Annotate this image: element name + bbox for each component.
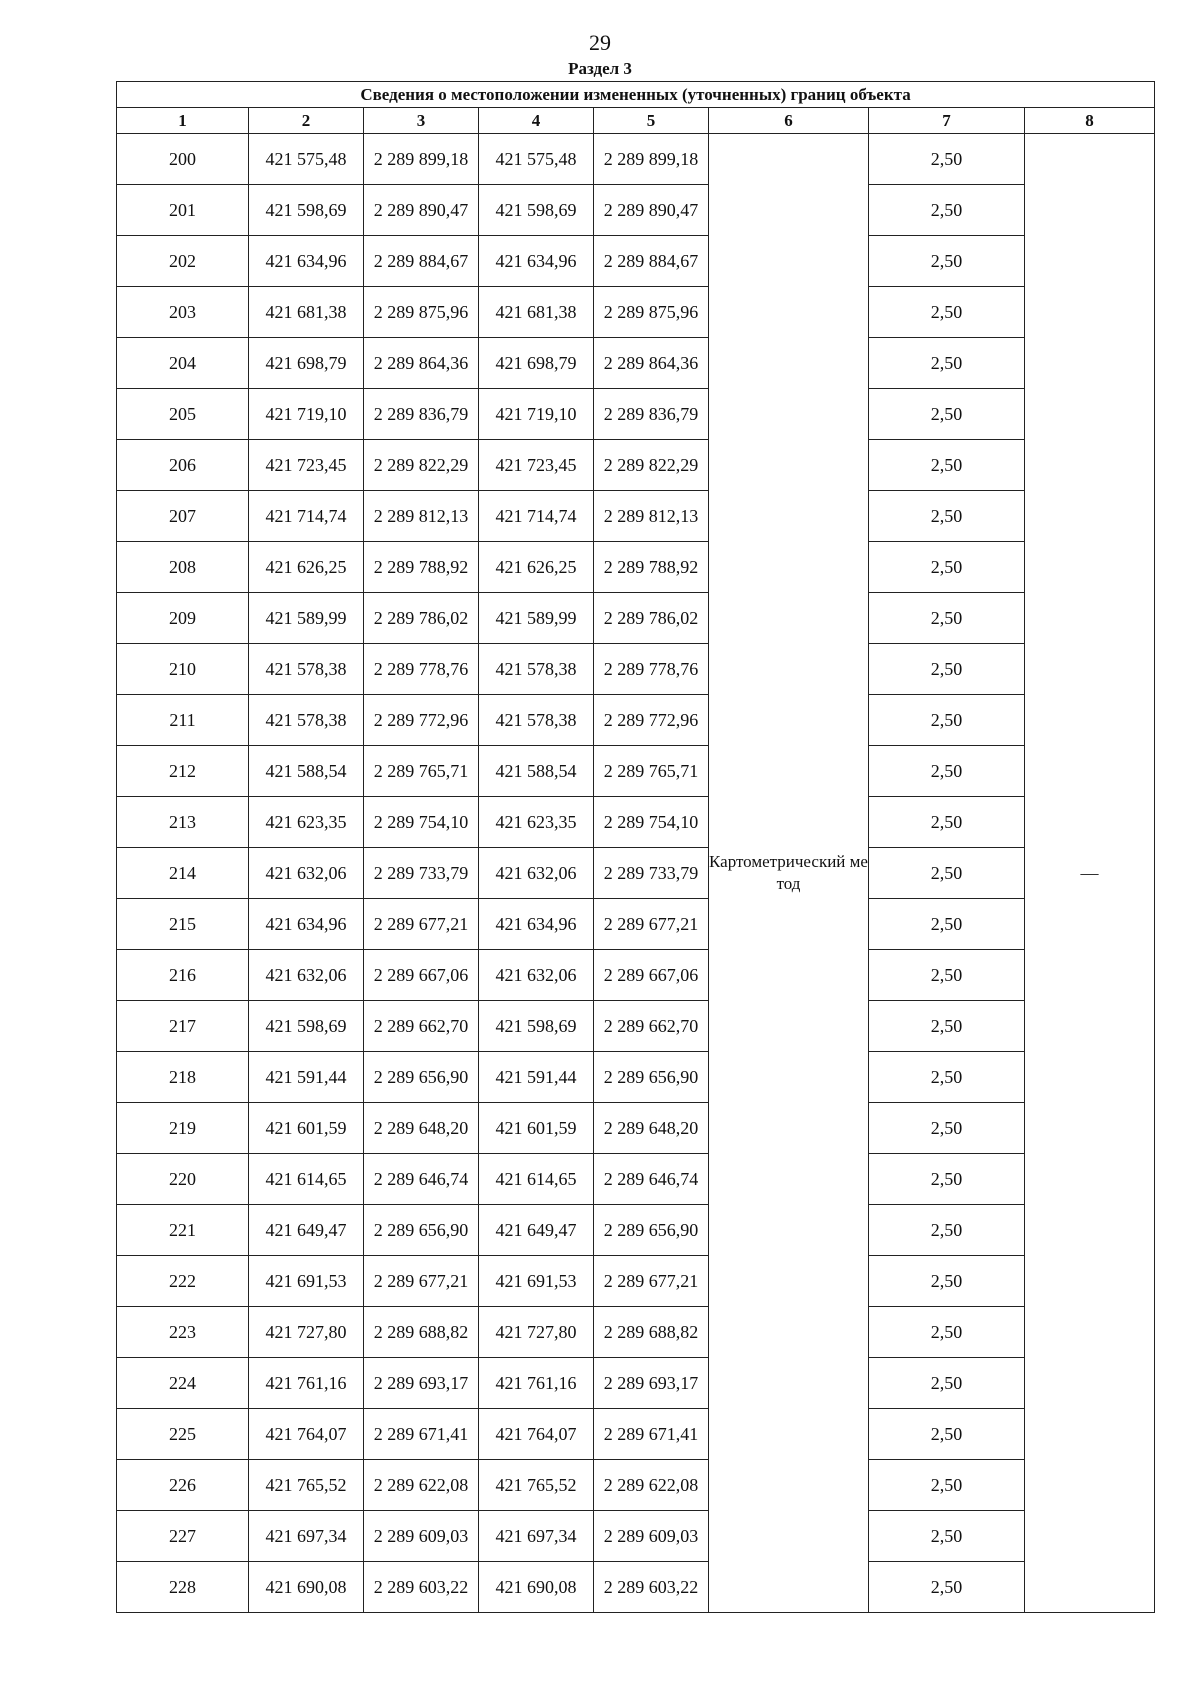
accuracy-cell: 2,50 (869, 185, 1025, 236)
x-existing-cell: 421 634,96 (249, 899, 364, 950)
table-row (117, 440, 1155, 491)
x-existing-cell: 421 634,96 (249, 236, 364, 287)
x-refined-cell: 421 698,79 (479, 338, 594, 389)
column-number: 1 (117, 108, 249, 134)
y-refined-cell: 2 289 677,21 (594, 899, 709, 950)
y-existing-cell: 2 289 875,96 (364, 287, 479, 338)
accuracy-cell: 2,50 (869, 1358, 1025, 1409)
x-existing-cell: 421 578,38 (249, 695, 364, 746)
point-number-cell: 213 (117, 797, 249, 848)
x-refined-cell: 421 632,06 (479, 950, 594, 1001)
coordinates-table (116, 81, 1155, 1613)
table-row (117, 236, 1155, 287)
accuracy-cell: 2,50 (869, 899, 1025, 950)
x-refined-cell: 421 614,65 (479, 1154, 594, 1205)
point-number-cell: 210 (117, 644, 249, 695)
table-row (117, 1409, 1155, 1460)
table-row (117, 491, 1155, 542)
accuracy-cell: 2,50 (869, 1256, 1025, 1307)
point-number-cell: 223 (117, 1307, 249, 1358)
description-cell: — (1025, 134, 1155, 1613)
x-existing-cell: 421 589,99 (249, 593, 364, 644)
point-number-cell: 227 (117, 1511, 249, 1562)
accuracy-cell: 2,50 (869, 491, 1025, 542)
accuracy-cell: 2,50 (869, 1205, 1025, 1256)
accuracy-cell: 2,50 (869, 287, 1025, 338)
point-number-cell: 206 (117, 440, 249, 491)
y-refined-cell: 2 289 812,13 (594, 491, 709, 542)
x-existing-cell: 421 578,38 (249, 644, 364, 695)
x-existing-cell: 421 690,08 (249, 1562, 364, 1613)
x-refined-cell: 421 765,52 (479, 1460, 594, 1511)
accuracy-cell: 2,50 (869, 1511, 1025, 1562)
point-number-cell: 221 (117, 1205, 249, 1256)
column-number: 8 (1025, 108, 1155, 134)
column-number: 5 (594, 108, 709, 134)
x-existing-cell: 421 719,10 (249, 389, 364, 440)
x-refined-cell: 421 764,07 (479, 1409, 594, 1460)
x-existing-cell: 421 691,53 (249, 1256, 364, 1307)
y-refined-cell: 2 289 899,18 (594, 134, 709, 185)
table-row (117, 593, 1155, 644)
accuracy-cell: 2,50 (869, 1409, 1025, 1460)
point-number-cell: 228 (117, 1562, 249, 1613)
x-refined-cell: 421 727,80 (479, 1307, 594, 1358)
y-refined-cell: 2 289 603,22 (594, 1562, 709, 1613)
table-row (117, 899, 1155, 950)
y-existing-cell: 2 289 864,36 (364, 338, 479, 389)
y-existing-cell: 2 289 899,18 (364, 134, 479, 185)
accuracy-cell: 2,50 (869, 542, 1025, 593)
x-refined-cell: 421 723,45 (479, 440, 594, 491)
accuracy-cell: 2,50 (869, 593, 1025, 644)
table-row (117, 389, 1155, 440)
x-existing-cell: 421 598,69 (249, 1001, 364, 1052)
point-number-cell: 226 (117, 1460, 249, 1511)
x-refined-cell: 421 690,08 (479, 1562, 594, 1613)
y-existing-cell: 2 289 677,21 (364, 899, 479, 950)
y-refined-cell: 2 289 667,06 (594, 950, 709, 1001)
section-title: Раздел 3 (568, 59, 632, 78)
table-row (117, 542, 1155, 593)
x-refined-cell: 421 634,96 (479, 899, 594, 950)
x-existing-cell: 421 697,34 (249, 1511, 364, 1562)
point-number-cell: 214 (117, 848, 249, 899)
x-refined-cell: 421 575,48 (479, 134, 594, 185)
point-number-cell: 202 (117, 236, 249, 287)
y-existing-cell: 2 289 609,03 (364, 1511, 479, 1562)
table-row (117, 1052, 1155, 1103)
x-refined-cell: 421 761,16 (479, 1358, 594, 1409)
y-existing-cell: 2 289 765,71 (364, 746, 479, 797)
table-body (117, 134, 1155, 1613)
point-number-cell: 208 (117, 542, 249, 593)
x-existing-cell: 421 614,65 (249, 1154, 364, 1205)
point-number-cell: 203 (117, 287, 249, 338)
x-refined-cell: 421 578,38 (479, 695, 594, 746)
x-refined-cell: 421 598,69 (479, 1001, 594, 1052)
method-cell: Картометрический метод (709, 134, 869, 1613)
x-existing-cell: 421 598,69 (249, 185, 364, 236)
y-refined-cell: 2 289 875,96 (594, 287, 709, 338)
x-refined-cell: 421 598,69 (479, 185, 594, 236)
point-number-cell: 216 (117, 950, 249, 1001)
x-existing-cell: 421 698,79 (249, 338, 364, 389)
y-refined-cell: 2 289 693,17 (594, 1358, 709, 1409)
column-number: 3 (364, 108, 479, 134)
y-existing-cell: 2 289 677,21 (364, 1256, 479, 1307)
y-refined-cell: 2 289 671,41 (594, 1409, 709, 1460)
point-number-cell: 224 (117, 1358, 249, 1409)
y-existing-cell: 2 289 836,79 (364, 389, 479, 440)
column-number-row (117, 108, 1155, 134)
table-caption: Сведения о местоположении измененных (уточненных) границ объекта (117, 82, 1155, 108)
x-existing-cell: 421 727,80 (249, 1307, 364, 1358)
y-refined-cell: 2 289 864,36 (594, 338, 709, 389)
accuracy-cell: 2,50 (869, 695, 1025, 746)
accuracy-cell: 2,50 (869, 134, 1025, 185)
column-number: 6 (709, 108, 869, 134)
accuracy-cell: 2,50 (869, 746, 1025, 797)
x-existing-cell: 421 765,52 (249, 1460, 364, 1511)
y-refined-cell: 2 289 884,67 (594, 236, 709, 287)
accuracy-cell: 2,50 (869, 1052, 1025, 1103)
y-refined-cell: 2 289 656,90 (594, 1052, 709, 1103)
x-existing-cell: 421 626,25 (249, 542, 364, 593)
column-number: 4 (479, 108, 594, 134)
y-refined-cell: 2 289 772,96 (594, 695, 709, 746)
table-row (117, 644, 1155, 695)
table-row (117, 1511, 1155, 1562)
x-existing-cell: 421 714,74 (249, 491, 364, 542)
x-refined-cell: 421 626,25 (479, 542, 594, 593)
accuracy-cell: 2,50 (869, 389, 1025, 440)
point-number-cell: 209 (117, 593, 249, 644)
page-number: 29 (589, 30, 611, 55)
point-number-cell: 200 (117, 134, 249, 185)
accuracy-cell: 2,50 (869, 1154, 1025, 1205)
y-existing-cell: 2 289 812,13 (364, 491, 479, 542)
y-existing-cell: 2 289 733,79 (364, 848, 479, 899)
x-refined-cell: 421 591,44 (479, 1052, 594, 1103)
accuracy-cell: 2,50 (869, 848, 1025, 899)
y-existing-cell: 2 289 656,90 (364, 1052, 479, 1103)
y-refined-cell: 2 289 836,79 (594, 389, 709, 440)
point-number-cell: 215 (117, 899, 249, 950)
x-existing-cell: 421 623,35 (249, 797, 364, 848)
point-number-cell: 205 (117, 389, 249, 440)
y-existing-cell: 2 289 656,90 (364, 1205, 479, 1256)
x-refined-cell: 421 697,34 (479, 1511, 594, 1562)
x-refined-cell: 421 632,06 (479, 848, 594, 899)
y-refined-cell: 2 289 733,79 (594, 848, 709, 899)
x-refined-cell: 421 719,10 (479, 389, 594, 440)
x-existing-cell: 421 764,07 (249, 1409, 364, 1460)
y-existing-cell: 2 289 648,20 (364, 1103, 479, 1154)
point-number-cell: 219 (117, 1103, 249, 1154)
x-existing-cell: 421 723,45 (249, 440, 364, 491)
y-refined-cell: 2 289 890,47 (594, 185, 709, 236)
table-row (117, 1562, 1155, 1613)
x-refined-cell: 421 589,99 (479, 593, 594, 644)
y-existing-cell: 2 289 622,08 (364, 1460, 479, 1511)
y-refined-cell: 2 289 656,90 (594, 1205, 709, 1256)
table-row (117, 1103, 1155, 1154)
x-refined-cell: 421 714,74 (479, 491, 594, 542)
point-number-cell: 204 (117, 338, 249, 389)
accuracy-cell: 2,50 (869, 1307, 1025, 1358)
y-refined-cell: 2 289 688,82 (594, 1307, 709, 1358)
table-row (117, 797, 1155, 848)
y-existing-cell: 2 289 667,06 (364, 950, 479, 1001)
table-row (117, 746, 1155, 797)
x-existing-cell: 421 649,47 (249, 1205, 364, 1256)
accuracy-cell: 2,50 (869, 1460, 1025, 1511)
accuracy-cell: 2,50 (869, 644, 1025, 695)
x-refined-cell: 421 634,96 (479, 236, 594, 287)
x-refined-cell: 421 601,59 (479, 1103, 594, 1154)
table-row (117, 287, 1155, 338)
accuracy-cell: 2,50 (869, 338, 1025, 389)
table-row (117, 1460, 1155, 1511)
x-refined-cell: 421 681,38 (479, 287, 594, 338)
accuracy-cell: 2,50 (869, 1562, 1025, 1613)
x-existing-cell: 421 681,38 (249, 287, 364, 338)
point-number-cell: 212 (117, 746, 249, 797)
y-refined-cell: 2 289 622,08 (594, 1460, 709, 1511)
x-refined-cell: 421 649,47 (479, 1205, 594, 1256)
y-refined-cell: 2 289 648,20 (594, 1103, 709, 1154)
point-number-cell: 225 (117, 1409, 249, 1460)
y-refined-cell: 2 289 662,70 (594, 1001, 709, 1052)
accuracy-cell: 2,50 (869, 1001, 1025, 1052)
y-existing-cell: 2 289 688,82 (364, 1307, 479, 1358)
point-number-cell: 201 (117, 185, 249, 236)
point-number-cell: 222 (117, 1256, 249, 1307)
x-existing-cell: 421 761,16 (249, 1358, 364, 1409)
x-refined-cell: 421 588,54 (479, 746, 594, 797)
point-number-cell: 217 (117, 1001, 249, 1052)
y-refined-cell: 2 289 786,02 (594, 593, 709, 644)
y-existing-cell: 2 289 788,92 (364, 542, 479, 593)
y-existing-cell: 2 289 662,70 (364, 1001, 479, 1052)
y-existing-cell: 2 289 772,96 (364, 695, 479, 746)
column-number: 7 (869, 108, 1025, 134)
x-existing-cell: 421 601,59 (249, 1103, 364, 1154)
point-number-cell: 211 (117, 695, 249, 746)
y-refined-cell: 2 289 778,76 (594, 644, 709, 695)
x-existing-cell: 421 588,54 (249, 746, 364, 797)
accuracy-cell: 2,50 (869, 236, 1025, 287)
table-row (117, 950, 1155, 1001)
accuracy-cell: 2,50 (869, 950, 1025, 1001)
table-row (117, 1307, 1155, 1358)
table-row (117, 1256, 1155, 1307)
y-existing-cell: 2 289 603,22 (364, 1562, 479, 1613)
y-refined-cell: 2 289 677,21 (594, 1256, 709, 1307)
x-existing-cell: 421 632,06 (249, 950, 364, 1001)
table-row (117, 1205, 1155, 1256)
accuracy-cell: 2,50 (869, 440, 1025, 491)
x-refined-cell: 421 623,35 (479, 797, 594, 848)
accuracy-cell: 2,50 (869, 1103, 1025, 1154)
x-refined-cell: 421 691,53 (479, 1256, 594, 1307)
table-row (117, 1154, 1155, 1205)
table-row (117, 695, 1155, 746)
accuracy-cell: 2,50 (869, 797, 1025, 848)
y-existing-cell: 2 289 778,76 (364, 644, 479, 695)
y-existing-cell: 2 289 884,67 (364, 236, 479, 287)
x-refined-cell: 421 578,38 (479, 644, 594, 695)
table-row (117, 338, 1155, 389)
y-refined-cell: 2 289 822,29 (594, 440, 709, 491)
y-refined-cell: 2 289 609,03 (594, 1511, 709, 1562)
y-refined-cell: 2 289 754,10 (594, 797, 709, 848)
y-refined-cell: 2 289 788,92 (594, 542, 709, 593)
table-row (117, 1001, 1155, 1052)
y-existing-cell: 2 289 822,29 (364, 440, 479, 491)
table-row (117, 1358, 1155, 1409)
y-existing-cell: 2 289 890,47 (364, 185, 479, 236)
y-existing-cell: 2 289 671,41 (364, 1409, 479, 1460)
table-row (117, 134, 1155, 185)
y-existing-cell: 2 289 693,17 (364, 1358, 479, 1409)
y-existing-cell: 2 289 646,74 (364, 1154, 479, 1205)
x-existing-cell: 421 632,06 (249, 848, 364, 899)
x-existing-cell: 421 591,44 (249, 1052, 364, 1103)
point-number-cell: 218 (117, 1052, 249, 1103)
y-refined-cell: 2 289 765,71 (594, 746, 709, 797)
y-existing-cell: 2 289 754,10 (364, 797, 479, 848)
x-existing-cell: 421 575,48 (249, 134, 364, 185)
column-number: 2 (249, 108, 364, 134)
y-existing-cell: 2 289 786,02 (364, 593, 479, 644)
table-row (117, 848, 1155, 899)
point-number-cell: 207 (117, 491, 249, 542)
table-row (117, 185, 1155, 236)
point-number-cell: 220 (117, 1154, 249, 1205)
y-refined-cell: 2 289 646,74 (594, 1154, 709, 1205)
